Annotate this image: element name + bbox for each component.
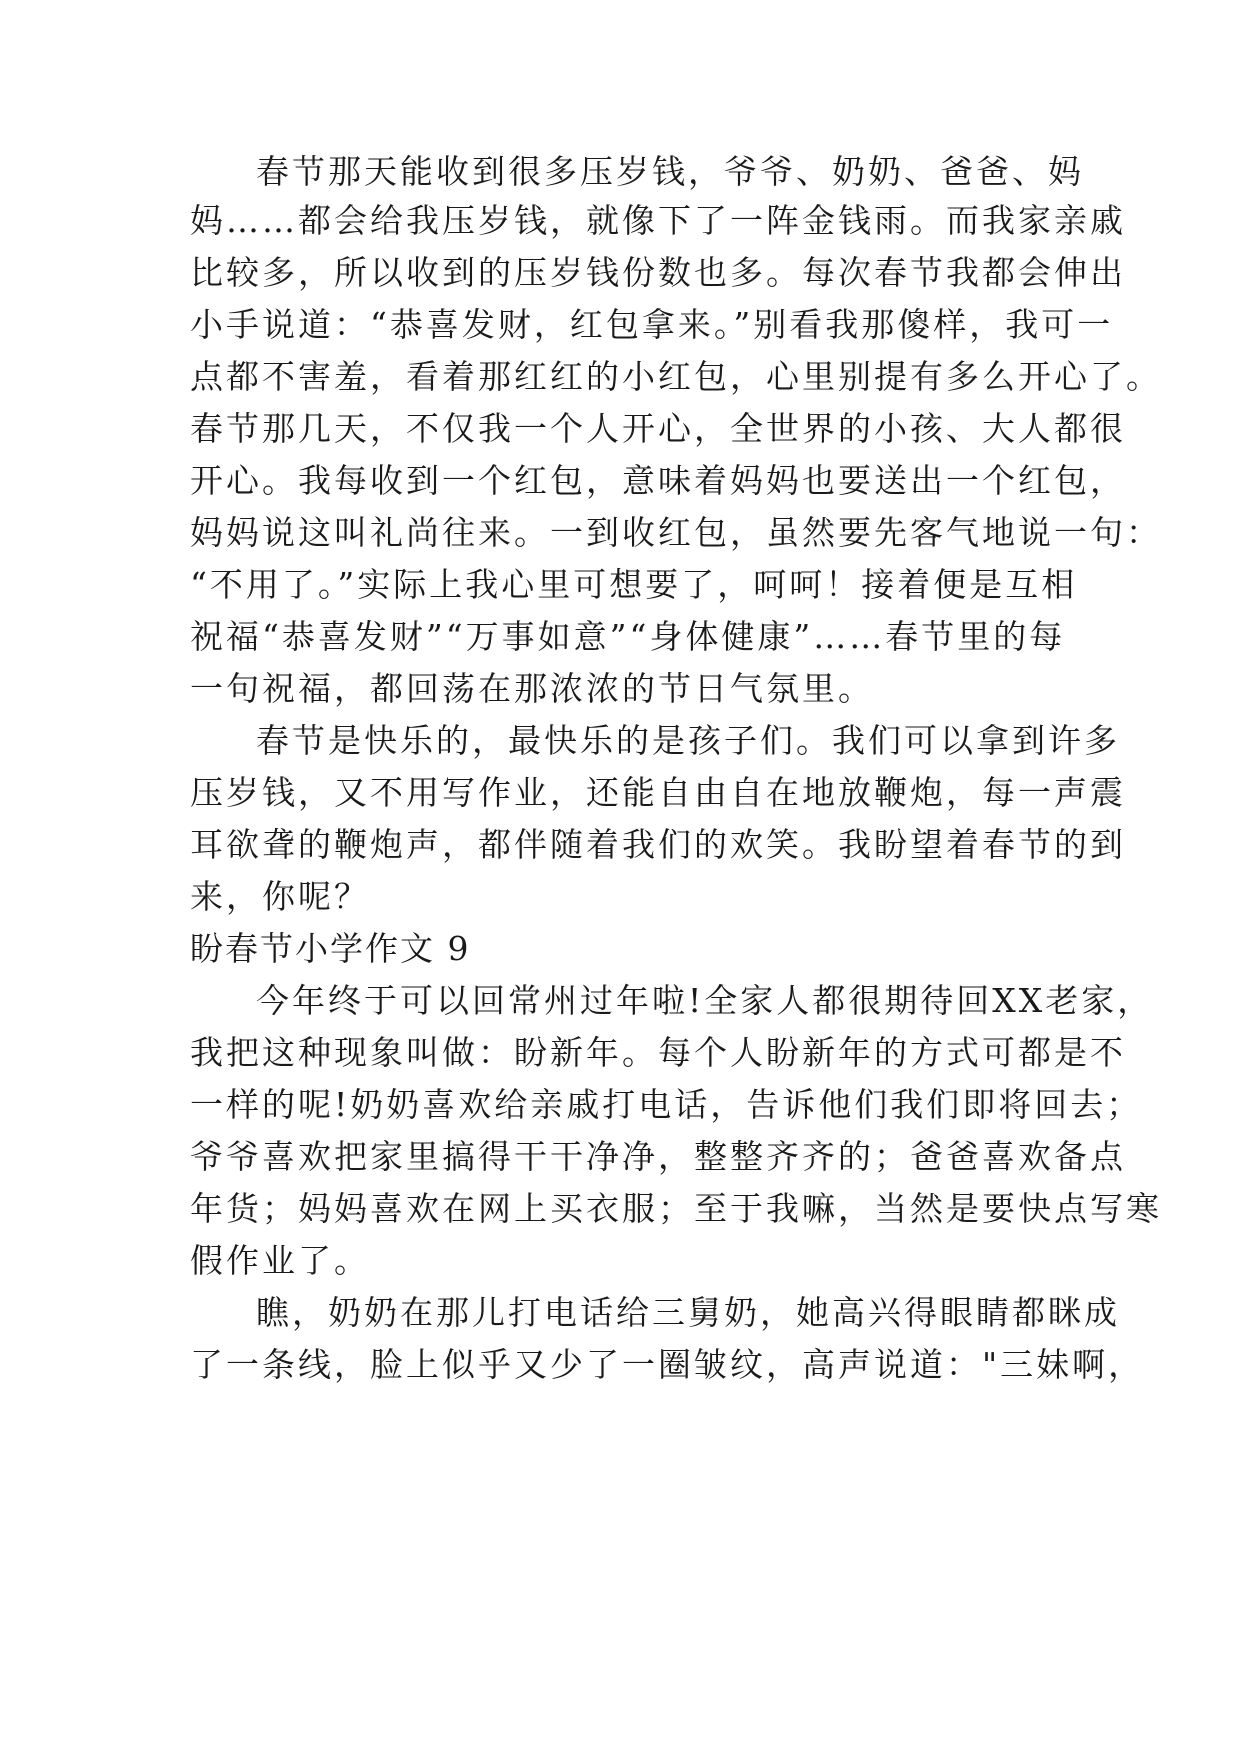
paragraph-line: 来，你呢？ <box>190 877 370 916</box>
paragraph-line: 小手说道：“恭喜发财，红包拿来。”别看我那傻样，我可一 <box>190 305 1114 344</box>
paragraph-line: 瞧，奶奶在那儿打电话给三舅奶，她高兴得眼睛都眯成 <box>256 1293 1120 1332</box>
paragraph-line: 点都不害羞，看着那红红的小红包，心里别提有多么开心了。 <box>190 357 1162 396</box>
paragraph-line: 耳欲聋的鞭炮声，都伴随着我们的欢笑。我盼望着春节的到 <box>190 825 1126 864</box>
paragraph-line: 祝福“恭喜发财”“万事如意”“身体健康”……春节里的每 <box>190 617 1066 656</box>
paragraph-line: 假作业了。 <box>190 1241 370 1280</box>
paragraph-line: 春节那几天，不仅我一个人开心，全世界的小孩、大人都很 <box>190 409 1126 448</box>
paragraph-line: 压岁钱，又不用写作业，还能自由自在地放鞭炮，每一声震 <box>190 773 1126 812</box>
section-heading: 盼春节小学作文 9 <box>190 929 471 968</box>
paragraph-line: 今年终于可以回常州过年啦!全家人都很期待回XX老家， <box>256 981 1154 1020</box>
paragraph-line: 了一条线，脸上似乎又少了一圈皱纹，高声说道："三妹啊， <box>190 1345 1145 1384</box>
paragraph-line: 春节是快乐的，最快乐的是孩子们。我们可以拿到许多 <box>256 721 1120 760</box>
paragraph-line: 妈……都会给我压岁钱，就像下了一阵金钱雨。而我家亲戚 <box>190 201 1126 240</box>
paragraph-line: 爷爷喜欢把家里搞得干干净净，整整齐齐的；爸爸喜欢备点 <box>190 1137 1126 1176</box>
paragraph-line: 比较多，所以收到的压岁钱份数也多。每次春节我都会伸出 <box>190 253 1126 292</box>
paragraph-line: “不用了。”实际上我心里可想要了，呵呵！接着便是互相 <box>190 565 1078 604</box>
paragraph-line: 年货；妈妈喜欢在网上买衣服；至于我嘛，当然是要快点写寒 <box>190 1189 1162 1228</box>
paragraph-line: 一样的呢!奶奶喜欢给亲戚打电话，告诉他们我们即将回去； <box>190 1085 1143 1124</box>
paragraph-line: 妈妈说这叫礼尚往来。一到收红包，虽然要先客气地说一句： <box>190 513 1162 552</box>
paragraph-line: 一句祝福，都回荡在那浓浓的节日气氛里。 <box>190 669 874 708</box>
paragraph-line: 我把这种现象叫做：盼新年。每个人盼新年的方式可都是不 <box>190 1033 1126 1072</box>
paragraph-line: 春节那天能收到很多压岁钱，爷爷、奶奶、爸爸、妈 <box>256 152 1084 191</box>
paragraph-line: 开心。我每收到一个红包，意味着妈妈也要送出一个红包， <box>190 461 1126 500</box>
